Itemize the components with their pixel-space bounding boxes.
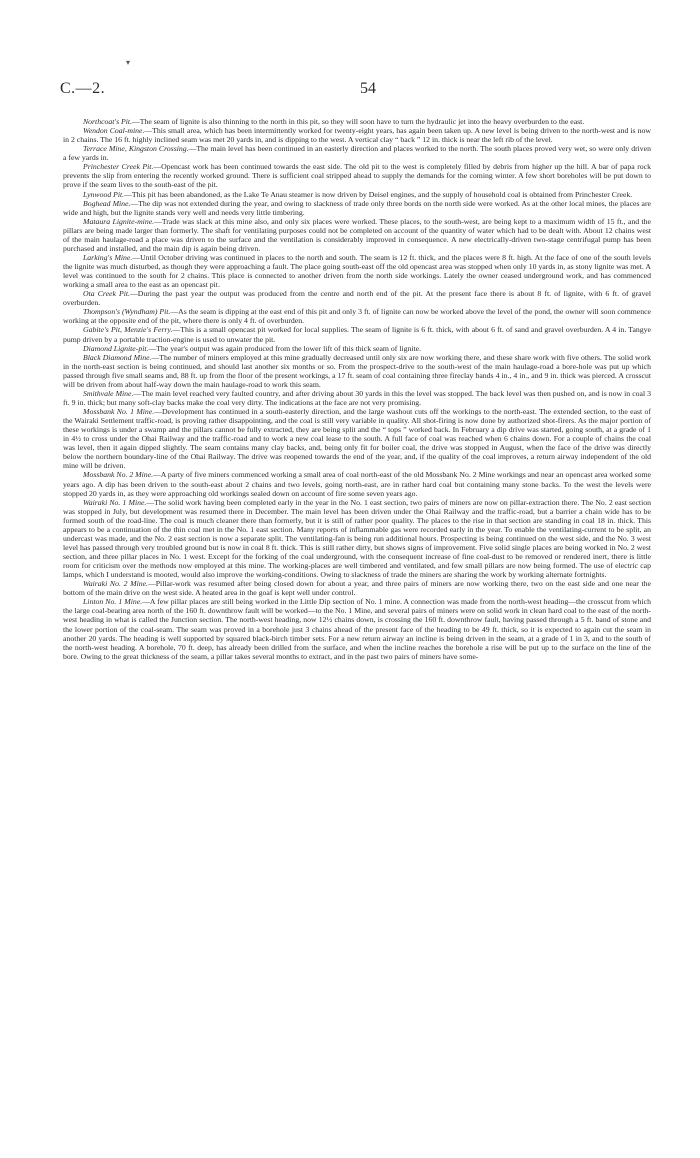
paragraph-heading: Larking's Mine. [83, 252, 133, 262]
paragraph-heading: Mossbank No. 2 Mine. [83, 470, 154, 480]
body-text [63, 117, 651, 661]
paragraph [63, 199, 651, 217]
paragraph-text: —During the past year the output was produced from the centre and north end of the pit. At the present face there is about 8 ft. of lignite, with 6 ft. of gravel overburden. [63, 289, 651, 308]
paragraph-text: —A party of five miners commenced working a small area of coal north-east of the old Mossbank No. 2 Mine workings and near an opencast area worked some years ago. A dip has been driven to the south-east about 2 chains and two levels, going north-east, are in rather hard coal but containing many stone backs. To the west the levels were stopped 20 yards in, as they were approaching old workings sealed down on account of fire some seven years ago. [63, 470, 651, 498]
paragraph-heading: Northcoat's Pit. [83, 117, 133, 126]
paragraph-heading: Princhester Creek Pit. [83, 162, 154, 172]
document-reference: C.—2. [60, 80, 106, 97]
paragraph-heading: Wairaki No. 2 Mine. [83, 579, 148, 589]
paragraph-text: —The number of miners employed at this mine gradually decreased until only six are now working there, and these share work with five others. The solid work in the north-east section is being continued, and should last another six months or so. From the prospect-drive to the south-west of the main haulage-road a bore-hole was put up which passed through five small seams and, 88 ft. up from the floor of the present workings, a 17 ft. seam of coal containing three fireclay bands 4 in., 4 in., and 9 in. thick was pierced. A crosscut will be driven from about half-way down the main haulage-road to work this seam. [63, 352, 651, 389]
paragraph-text: —As the seam is dipping at the east end of this pit and only 3 ft. of lignite can now be worked above the level of the pond, the owner will soon commence working at the opposite end of the pit, where there is only 4 ft. of overburden. [63, 307, 651, 326]
paragraph-text: —Until October driving was continued in places to the north and south. The seam is 12 ft. thick, and the places were 8 ft. high. At the face of one of the south levels the lignite was much disturbed, as though they were approaching a fault. The place going south-east off the old opencast area was stopped when only 10 yards in, as stony lignite was met. A level was continued to the south for 2 chains. This place is connected to another driven from the north side workings. Lately the owner ceased underground work, and has commenced working a small area to the east as an opencast pit. [63, 252, 651, 290]
paragraph [63, 325, 651, 343]
paragraph-heading: Gabite's Pit, Menzie's Ferry. [83, 325, 173, 335]
paragraph [63, 579, 651, 597]
margin-mark: ▾ [126, 58, 131, 67]
paragraph [63, 407, 651, 470]
paragraph [63, 307, 651, 325]
paragraph [63, 353, 651, 389]
paragraph [63, 253, 651, 289]
paragraph-text: —Opencast work has been continued towards the east side. The old pit to the west is completely filled by debris from higher up the hill. A bar of papa rock prevents the slip from entering the recently worked ground. There is sufficient coal stripped ahead to supply the demands for the coming winter. A few short boreholes will be put down to prove if the seam lives to the south-east of the pit. [63, 162, 651, 190]
paragraph-heading: Wairaki No. 1 Mine. [83, 497, 147, 507]
paragraph-text: —The main level reached very faulted country, and after driving about 30 yards in this the level was stopped. The back level was then pushed on, and is now in coal 3 ft. 9 in. thick; but many soft-clay backs make the coal very dirty. The indications at the face are not very promising. [63, 388, 651, 407]
paragraph [63, 289, 651, 307]
paragraph [63, 144, 651, 162]
paragraph-text: —A few pillar places are still being worked in the Little Dip section of No. 1 mine. A connection was made from the north-west heading—the crosscut from which the large coal-bearing area north of the 160 ft. downthrow fault will be worked—to the No. 1 Mine, and several pairs of miners were on solid work in clean hard coal to the east of the north-west heading in what is called the Junction section. The north-west heading, now 12½ chains down, is crossing the 160 ft. downthrow fault, having passed through a 5 ft. band of stone and the lower portion of the coal-seam. The seam was proved in a borehole just 3 chains ahead of the present face of the heading to be 49 ft. thick, so it is expected to again cut the seam in another 20 yards. The heading is well supported by squared black-birch timber sets. For a new return airway an incline is being driven in the seam, at a grade of 1 in 3, and to the south of the north-west heading. A borehole, 70 ft. deep, has already been drilled from the surface, and when the incline reaches the borehole a rise will be put up to the surface on the line of the bore. Owing to the great thickness of the seam, a pillar takes several months to extract, and in the past two pairs of miners have some- [63, 597, 651, 661]
paragraph-heading: Mataura Lignite-mine. [83, 216, 155, 226]
paragraph-text: —The year's output was again produced from the lower lift of this thick seam of lignite. [148, 343, 422, 353]
paragraph [63, 498, 651, 580]
paragraph-text: —The seam of lignite is also thinning to the north in this pit, so they will soon have to turn the hydraulic jet into the heavy overburden to the east. [132, 117, 585, 126]
paragraph [63, 597, 651, 660]
paragraph [63, 126, 651, 144]
page-number: 54 [360, 80, 376, 97]
paragraph-heading: Linton No. 1 Mine. [83, 597, 143, 607]
paragraph-text: —Development has continued in a south-easterly direction, and the large washout cuts off the workings to the north-east. The extended section, to the east of the Wairaki Settlement traffic-road, is proving rather disappointing, and the coal is still very variable in quality. All shot-firing is now done by authorized shot-firers. As the major portion of these workings is under a swamp and the pillars cannot be fully extracted, they are being split and the “ tops ” worked back. In February a dip drive was started, going south, at a grade of 1 in 4½ to cross under the Ohai Railway and the traffic-road and to work a new coal lease to the south. A full face of coal was reached when 6 chains down. For a couple of chains the coal was level, then it again dipped slightly. The seam contains many clay backs, and, being only fit for boiler coal, the drive was stopped in August, when the face of the drive was directly below the northern boundary-line of the Ohai Railway. The drive was reopened towards the end of the year, and, if the quality of the coal improves, a return airway independent of the old mine will be driven. [63, 407, 651, 471]
paragraph-heading: Wendon Coal-mine. [83, 126, 145, 136]
paragraph-heading: Mossbank No. 1 Mine. [83, 407, 155, 416]
paragraph-heading: Boghead Mine. [83, 198, 131, 208]
paragraph-text: —This small area, which has been intermittently worked for twenty-eight years, has again been taken up. A new level is being driven to the north-west and is now in 2 chains. The 16 ft. highly inclined seam was met 20 yards in, and is dipping to the west. A vertical clay “ back ” 12 in. thick is near the left rib of the level. [63, 126, 651, 145]
paragraph [63, 389, 651, 407]
paragraph-heading: Lynwood Pit. [83, 189, 125, 199]
paragraph-text: —Trade was slack at this mine also, and only six places were worked. These places, to the south-west, are being kept to a maximum width of 15 ft., and the pillars are being made larger than formerly. The shaft for ventilating purposes could not be completed on account of the quantity of water which had to be dealt with. About 12 chains west of the main haulage-road a place was driven to the surface and the ventilation is considerably improved in consequence. A new electrically-driven two-stage centrifugal pump has been purchased and installed, and the main dip is again being driven. [63, 216, 651, 253]
paragraph-text: —The dip was not extended during the year, and owing to slackness of trade only three bords on the north side were worked. As at the other local mines, the places are wide and high, but the lignite stands very well and needs very little timbering. [63, 198, 651, 217]
paragraph [63, 217, 651, 253]
paragraph-text: —The main level has been continued in an easterly direction and places worked to the north. The south places proved very wet, so were only driven a few yards in. [63, 144, 651, 163]
paragraph-text: —This is a small opencast pit worked for local supplies. The seam of lignite is 6 ft. thick, with about 6 ft. of sand and gravel overburden. A 4 in. Tangye pump driven by a portable traction-engine is used to unwater the pit. [63, 325, 651, 344]
paragraph-heading: Smithvale Mine. [83, 388, 134, 398]
paragraph-text: —The solid work having been completed early in the year in the No. 1 east section, two pairs of miners are now on pillar-extraction there. The No. 2 east section was stopped in July, but development was resumed there in December. The main level has been driven under the Ohai Railway and the traffic-road, but a barrier a chain wide has to be formed south of the road-line. The coal is much cleaner there than formerly, but it is still of rather poor quality. The places to the rise in that section are standing in coal 18 in. thick. This appears to be a continuation of the thin coal met in the No. 1 east section. Many reports of inflammable gas were recorded early in the year. To enable the ventilating-current to be split, an undercast was made, and the No. 2 east section is now a separate split. The ventilating-fan is being run additional hours. Prospecting is being continued on the west side, and the No. 3 west level has passed through very troubled ground but is now in coal 8 ft. thick. This is still rather dirty, but shows signs of improvement. Five solid single places are being worked in No. 2 west section, and three pillar places in No. 1 west. Except for the forking of the coal underground, with the consequent increase of fine coal-dust to be removed or rendered inert, there is little room for criticism over the methods now employed at this mine. The working-places are well timbered and ventilated, and few small pillars are now being formed. The use of electric cap lamps, which I understand is mooted, would also improve the working-conditions. Owing to slackness of trade the miners are sharing the work by working alternate fortnights. [63, 497, 651, 580]
paragraph-heading: Terrace Mine, Kingston Crossing. [83, 144, 189, 154]
paragraph-text: —This pit has been abandoned, as the Lake Te Anau steamer is now driven by Deisel engines, and the supply of household coal is obtained from Princhester Creek. [124, 189, 633, 199]
paragraph-heading: Black Diamond Mine. [83, 352, 152, 362]
page-header [60, 80, 650, 102]
paragraph [63, 117, 651, 126]
paragraph [63, 162, 651, 189]
paragraph-heading: Diamond Lignite-pit. [83, 343, 149, 353]
paragraph [63, 190, 651, 199]
paragraph-text: —Pillar-work was resumed after being closed down for about a year, and three pairs of miners are now working there, two on the east side and one near the bottom of the main drive on the west side. A heated area in the goaf is kept well under control. [63, 579, 651, 598]
paragraph-heading: Ota Creek Pit. [83, 289, 130, 299]
paragraph-heading: Thompson's (Wyndham) Pit. [83, 307, 171, 317]
paragraph [63, 470, 651, 497]
paragraph [63, 344, 651, 353]
